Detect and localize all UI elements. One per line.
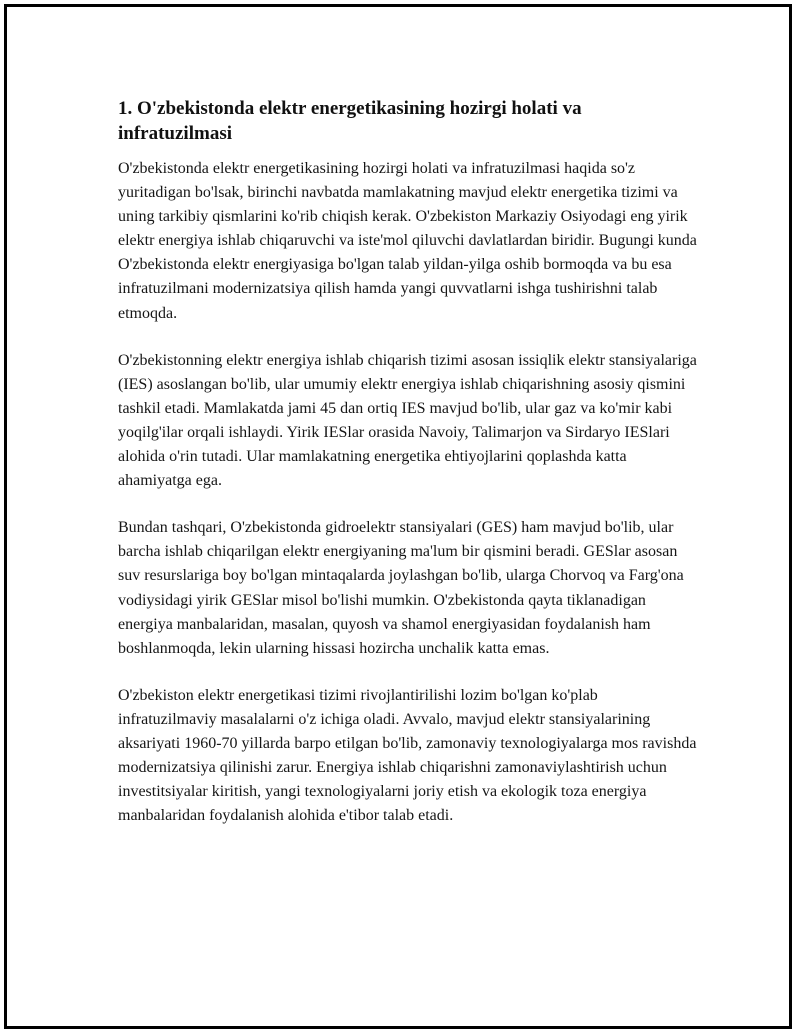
paragraph-1: O'zbekistonda elektr energetikasining hozirgi holati va infratuzilmasi haqida so'z yuritadigan bo'lsak, birinchi navbatda mamlakatning mavjud elektr energetika tizimi va uning tarkibiy qismlarini ko'rib chiqish kerak. O'zbekiston Markaziy Osiyodagi eng yirik elektr energiya ishlab chiqaruvchi va iste'mol qiluvchi davlatlardan biridir. Bugungi kunda O'zbekistonda elektr energiyasiga bo'lgan talab yildan-yilga oshib bormoqda va bu esa infratuzilmani modernizatsiya qilish hamda yangi quvvatlarni ishga tushirishni talab etmoqda.: [118, 160, 697, 322]
paragraph-4: O'zbekiston elektr energetikasi tizimi rivojlantirilishi lozim bo'lgan ko'plab infratuzilmaviy masalalarni o'z ichiga oladi. Avvalo, mavjud elektr stansiyalarining aksariyati 1960-70 yillarda barpo etilgan bo'lib, zamonaviy texnologiyalarga mos ravishda modernizatsiya qilinishi zarur. Energiya ishlab chiqarishni zamonaviylashtirish uchun investitsiyalar kiritish, yangi texnologiyalarni joriy etish va ekologik toza energiya manbalaridan foydalanish alohida e'tibor talab etadi.: [118, 686, 697, 825]
section-heading: 1. O'zbekistonda elektr energetikasining hozirgi holati va infratuzilmasi: [118, 98, 582, 144]
paragraph-3: Bundan tashqari, O'zbekistonda gidroelektr stansiyalari (GES) ham mavjud bo'lib, ular barcha ishlab chiqarilgan elektr energiyaning ma'lum bir qismini beradi. GESlar asosan suv resurslariga boy bo'lgan mintaqalarda joylashgan bo'lib, ularga Chorvoq va Farg'ona vodiysidagi yirik GESlar misol bo'lishi mumkin. O'zbekistonda qayta tiklanadigan energiya manbalaridan, masalan, quyosh va shamol energiyasidan foydalanish ham boshlanmoqda, lekin ularning hissasi hozircha unchalik katta emas.: [118, 519, 684, 657]
paragraph-2: O'zbekistonning elektr energiya ishlab chiqarish tizimi asosan issiqlik elektr stansiyalariga (IES) asoslangan bo'lib, ular umumiy elektr energiya ishlab chiqarishning asosiy qismini tashkil etadi. Mamlakatda jami 45 dan ortiq IES mavjud bo'lib, ular gaz va ko'mir kabi yoqilg'ilar orqali ishlaydi. Yirik IESlar orasida Navoiy, Talimarjon va Sirdaryo IESlari alohida o'rin tutadi. Ular mamlakatning energetika ehtiyojlarini qoplashda katta ahamiyatga ega.: [118, 351, 697, 490]
document-body: [118, 96, 698, 851]
